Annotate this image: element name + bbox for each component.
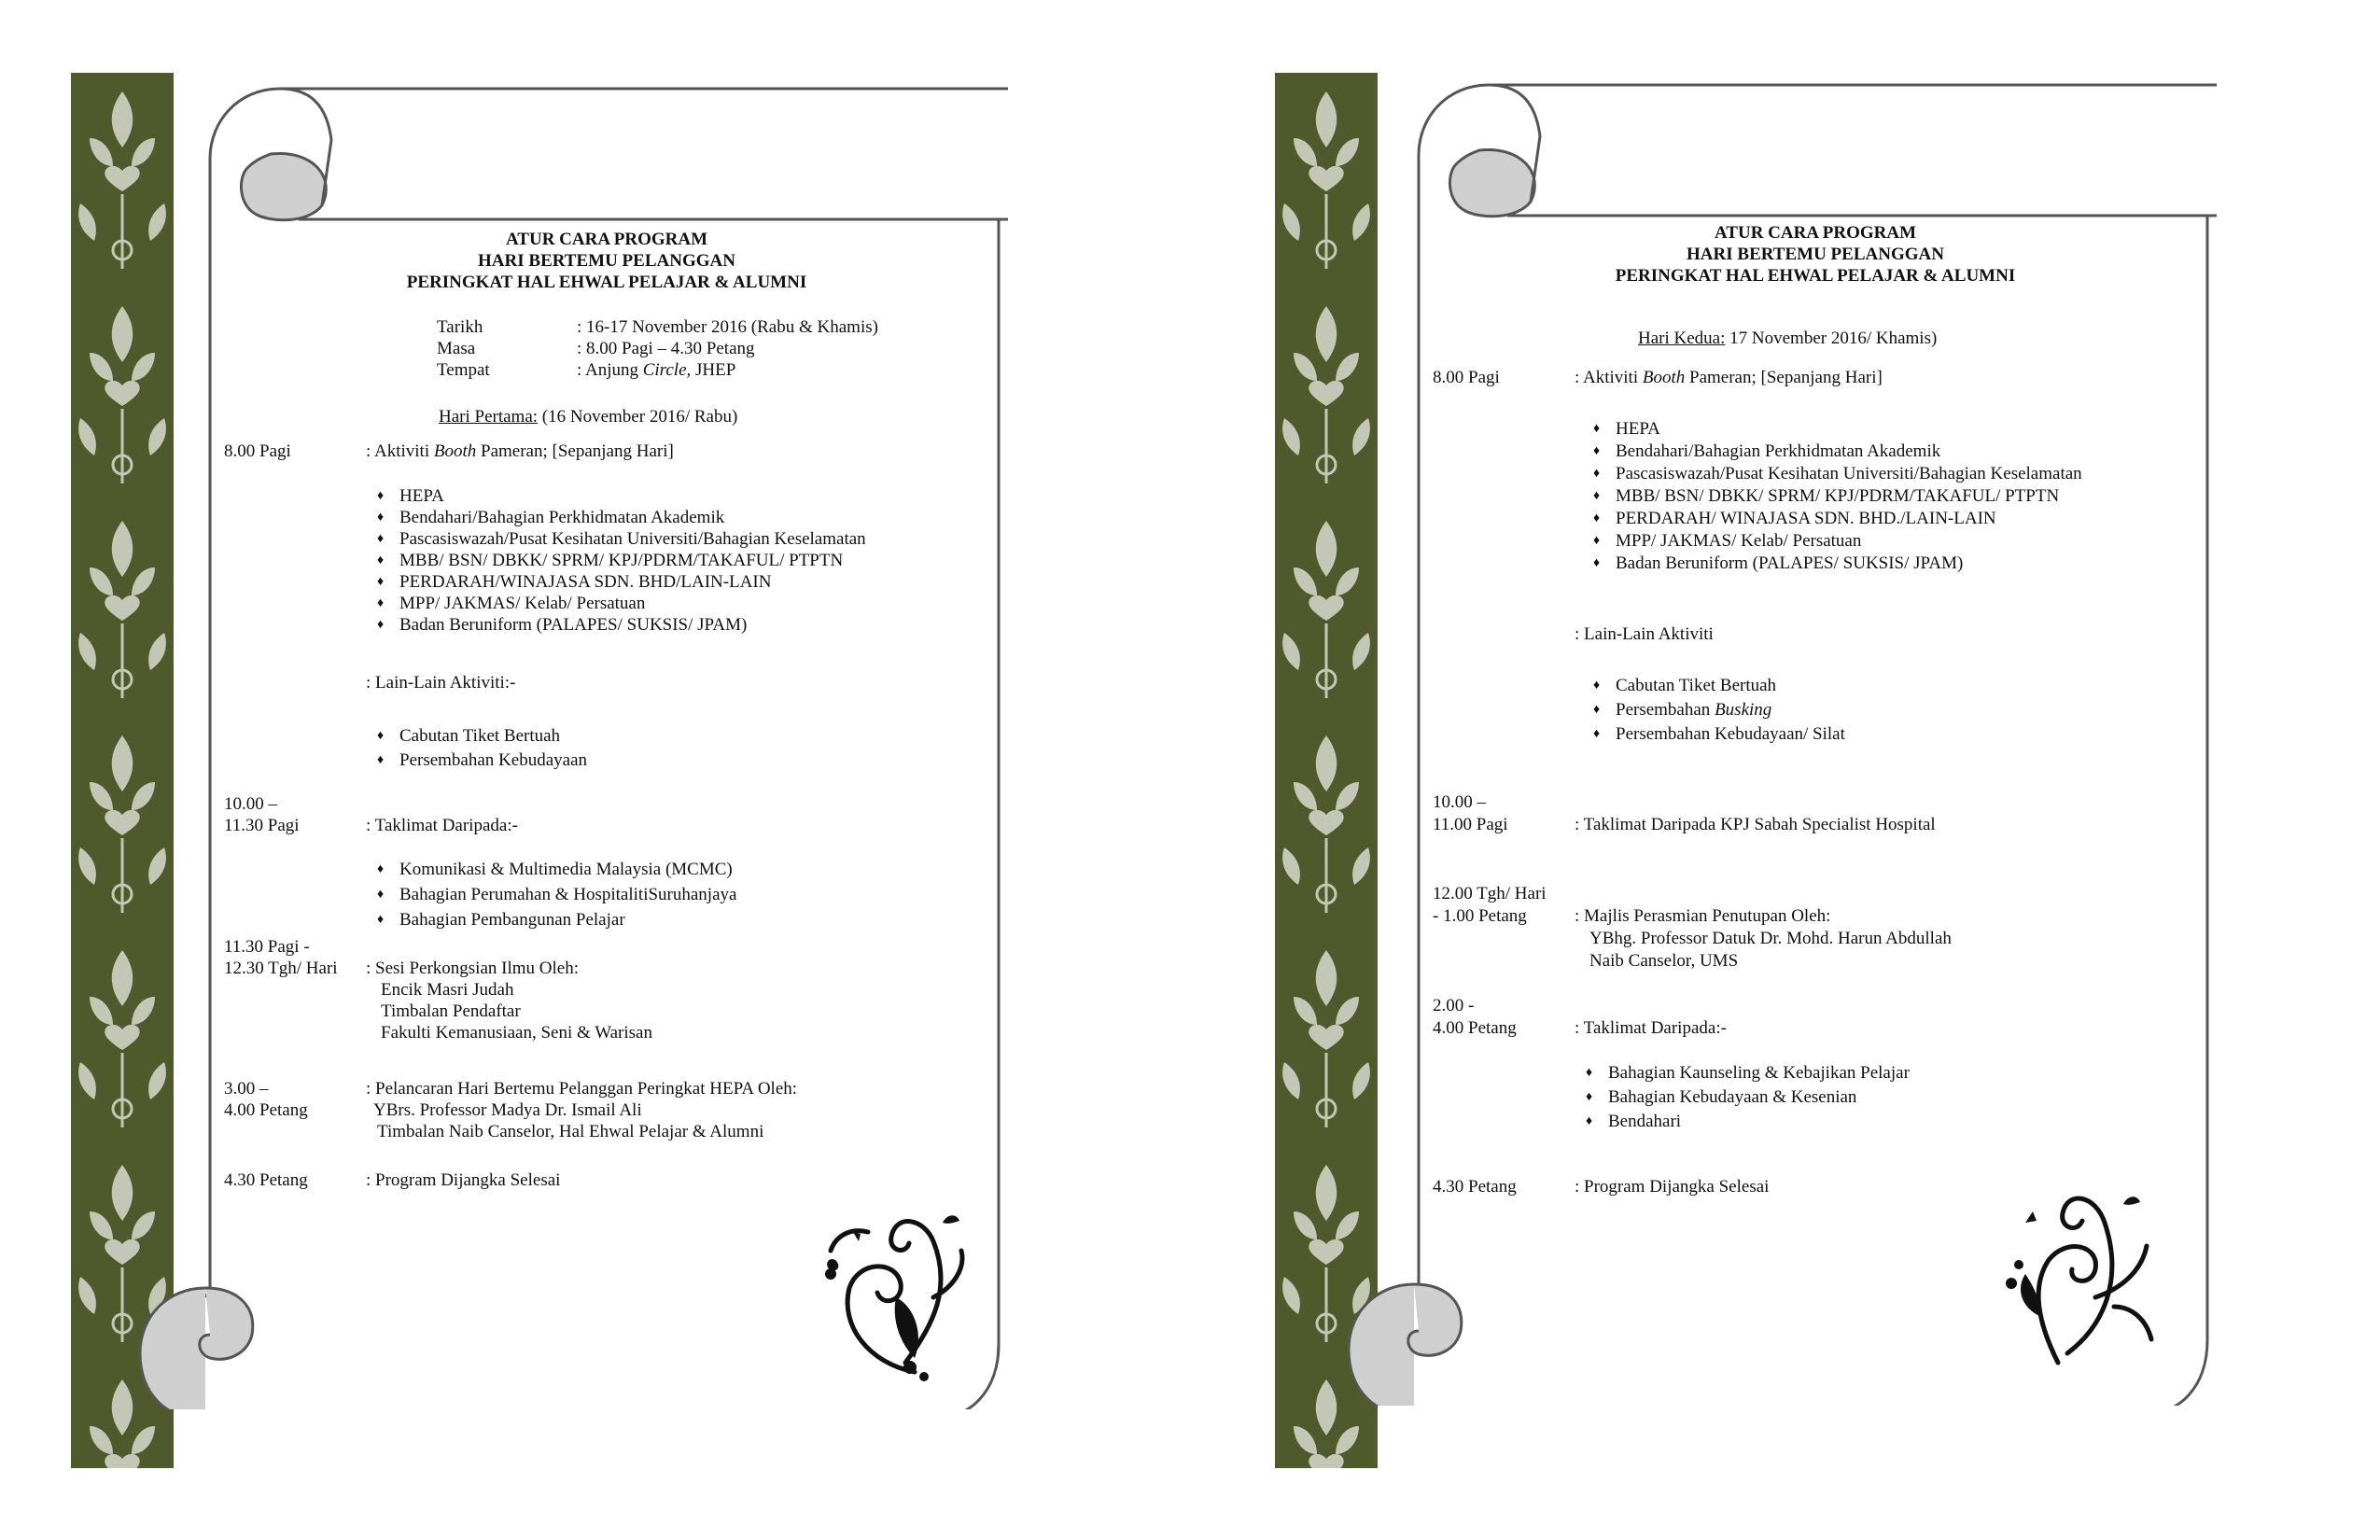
list-item: ♦ Cabutan Tiket Bertuah bbox=[399, 725, 560, 747]
slot3-time-end: 11.00 Pagi bbox=[1433, 815, 1508, 834]
list-item: ♦ Bahagian Perumahan & HospitalitiSuruhanjaya bbox=[399, 884, 736, 905]
slot3-text: : Taklimat Daripada:- bbox=[366, 816, 518, 835]
list-item: ♦ Pascasiswazah/Pusat Kesihatan Universiti/Bahagian Keselamatan bbox=[1616, 463, 2082, 484]
slot2-text: : Lain-Lain Aktiviti:- bbox=[366, 673, 516, 693]
slot4-time-start: 11.30 Pagi - bbox=[224, 937, 310, 957]
info-value-date: : 16-17 November 2016 (Rabu & Khamis) bbox=[577, 317, 878, 337]
slot4-text-1: : Sesi Perkongsian Ilmu Oleh: bbox=[366, 959, 579, 978]
info-value-venue: : Anjung Circle, JHEP bbox=[577, 360, 736, 380]
slot3-time-start: 10.00 – bbox=[1433, 792, 1486, 812]
slot4-text-2: Encik Masri Judah bbox=[381, 980, 514, 1000]
list-item: ♦ MBB/ BSN/ DBKK/ SPRM/ KPJ/PDRM/TAKAFUL/ PTPTN bbox=[1616, 485, 2059, 507]
slot4-text-2: YBhg. Professor Datuk Dr. Mohd. Harun Abdullah bbox=[1589, 929, 1952, 948]
list-item: ♦ Bahagian Kebudayaan & Kesenian bbox=[1608, 1086, 1856, 1108]
slot4-time-end: 12.30 Tgh/ Hari bbox=[224, 959, 338, 978]
slot3-time-end: 11.30 Pagi bbox=[224, 816, 300, 835]
slot3-text: : Taklimat Daripada KPJ Sabah Specialist Hospital bbox=[1575, 815, 1936, 834]
list-item: ♦ Cabutan Tiket Bertuah bbox=[1616, 675, 1776, 696]
slot1-text: : Aktiviti Booth Pameran; [Sepanjang Hari] bbox=[1575, 368, 1883, 387]
slot4-text-4: Fakulti Kemanusiaan, Seni & Warisan bbox=[381, 1023, 652, 1043]
slot3-time-start: 10.00 – bbox=[224, 794, 277, 814]
list-item: ♦ Bahagian Pembangunan Pelajar bbox=[399, 909, 625, 931]
title-line-3: PERINGKAT HAL EHWAL PELAJAR & ALUMNI bbox=[1615, 266, 2016, 286]
list-item: ♦ Persembahan Kebudayaan bbox=[399, 749, 587, 771]
day-heading: Hari Pertama: (16 November 2016/ Rabu) bbox=[439, 407, 738, 427]
page1-title bbox=[224, 229, 989, 293]
slot5-time-start: 3.00 – bbox=[224, 1079, 269, 1099]
slot5-text-3: Timbalan Naib Canselor, Hal Ehwal Pelajar & Alumni bbox=[377, 1122, 764, 1141]
list-item: ♦ Bendahari/Bahagian Perkhidmatan Akademik bbox=[1616, 441, 1940, 462]
title-line-2: HARI BERTEMU PELANGGAN bbox=[1687, 245, 1944, 264]
floral-flourish-icon bbox=[2002, 1167, 2161, 1372]
list-item: ♦ Badan Beruniform (PALAPES/ SUKSIS/ JPAM) bbox=[399, 614, 747, 636]
slot6-text: : Program Dijangka Selesai bbox=[366, 1170, 561, 1190]
list-item: ♦ MPP/ JAKMAS/ Kelab/ Persatuan bbox=[399, 593, 645, 614]
slot5-text-1: : Pelancaran Hari Bertemu Pelanggan Peringkat HEPA Oleh: bbox=[366, 1079, 798, 1099]
title-line-1: ATUR CARA PROGRAM bbox=[1714, 223, 1917, 243]
list-item: ♦ Badan Beruniform (PALAPES/ SUKSIS/ JPAM) bbox=[1616, 553, 1963, 574]
slot6-time: 4.30 Petang bbox=[224, 1170, 308, 1190]
list-item: ♦ Bahagian Kaunseling & Kebajikan Pelajar bbox=[1608, 1062, 1910, 1084]
slot5-text-2: YBrs. Professor Madya Dr. Ismail Ali bbox=[373, 1100, 642, 1120]
floral-flourish-icon bbox=[812, 1185, 971, 1381]
slot6-time: 4.30 Petang bbox=[1433, 1177, 1517, 1197]
day-heading: Hari Kedua: 17 November 2016/ Khamis) bbox=[1638, 329, 1938, 348]
info-label-venue: Tempat bbox=[437, 360, 490, 380]
slot4-text-3: Naib Canselor, UMS bbox=[1589, 951, 1739, 971]
slot2-text: : Lain-Lain Aktiviti bbox=[1575, 624, 1714, 644]
list-item: ♦ Persembahan Kebudayaan/ Silat bbox=[1616, 723, 1845, 745]
list-item: ♦ Persembahan Busking bbox=[1616, 699, 1771, 721]
list-item: ♦ Bendahari bbox=[1608, 1111, 1681, 1132]
info-value-time: : 8.00 Pagi – 4.30 Petang bbox=[577, 339, 755, 358]
title-line-2: HARI BERTEMU PELANGGAN bbox=[478, 251, 735, 271]
slot5-text: : Taklimat Daripada:- bbox=[1575, 1018, 1727, 1038]
list-item: ♦ Pascasiswazah/Pusat Kesihatan Universiti/Bahagian Keselamatan bbox=[399, 528, 866, 550]
slot5-time-end: 4.00 Petang bbox=[224, 1100, 308, 1120]
slot1-text: : Aktiviti Booth Pameran; [Sepanjang Hari] bbox=[366, 441, 674, 461]
info-label-date: Tarikh bbox=[437, 317, 483, 337]
slot5-time-start: 2.00 - bbox=[1433, 996, 1475, 1015]
slot1-time: 8.00 Pagi bbox=[1433, 368, 1500, 387]
slot4-time-end: - 1.00 Petang bbox=[1433, 906, 1527, 926]
slot4-text-1: : Majlis Perasmian Penutupan Oleh: bbox=[1575, 906, 1831, 926]
info-label-time: Masa bbox=[437, 339, 476, 358]
list-item: ♦ HEPA bbox=[1616, 418, 1660, 440]
list-item: ♦ MBB/ BSN/ DBKK/ SPRM/ KPJ/PDRM/TAKAFUL/ PTPTN bbox=[399, 550, 843, 571]
slot4-text-3: Timbalan Pendaftar bbox=[381, 1001, 521, 1021]
slot4-time-start: 12.00 Tgh/ Hari bbox=[1433, 884, 1547, 903]
list-item: ♦ MPP/ JAKMAS/ Kelab/ Persatuan bbox=[1616, 530, 1861, 552]
slot1-time: 8.00 Pagi bbox=[224, 441, 291, 461]
list-item: ♦ PERDARAH/WINAJASA SDN. BHD/LAIN-LAIN bbox=[399, 571, 771, 593]
slot5-time-end: 4.00 Petang bbox=[1433, 1018, 1517, 1038]
list-item: ♦ PERDARAH/ WINAJASA SDN. BHD./LAIN-LAIN bbox=[1616, 508, 1996, 529]
title-line-1: ATUR CARA PROGRAM bbox=[505, 230, 708, 249]
slot6-text: : Program Dijangka Selesai bbox=[1575, 1177, 1770, 1197]
title-line-3: PERINGKAT HAL EHWAL PELAJAR & ALUMNI bbox=[406, 273, 807, 292]
list-item: ♦ HEPA bbox=[399, 485, 444, 507]
list-item: ♦ Bendahari/Bahagian Perkhidmatan Akademik bbox=[399, 507, 724, 528]
page2-title bbox=[1433, 222, 2198, 287]
list-item: ♦ Komunikasi & Multimedia Malaysia (MCMC) bbox=[399, 859, 733, 880]
